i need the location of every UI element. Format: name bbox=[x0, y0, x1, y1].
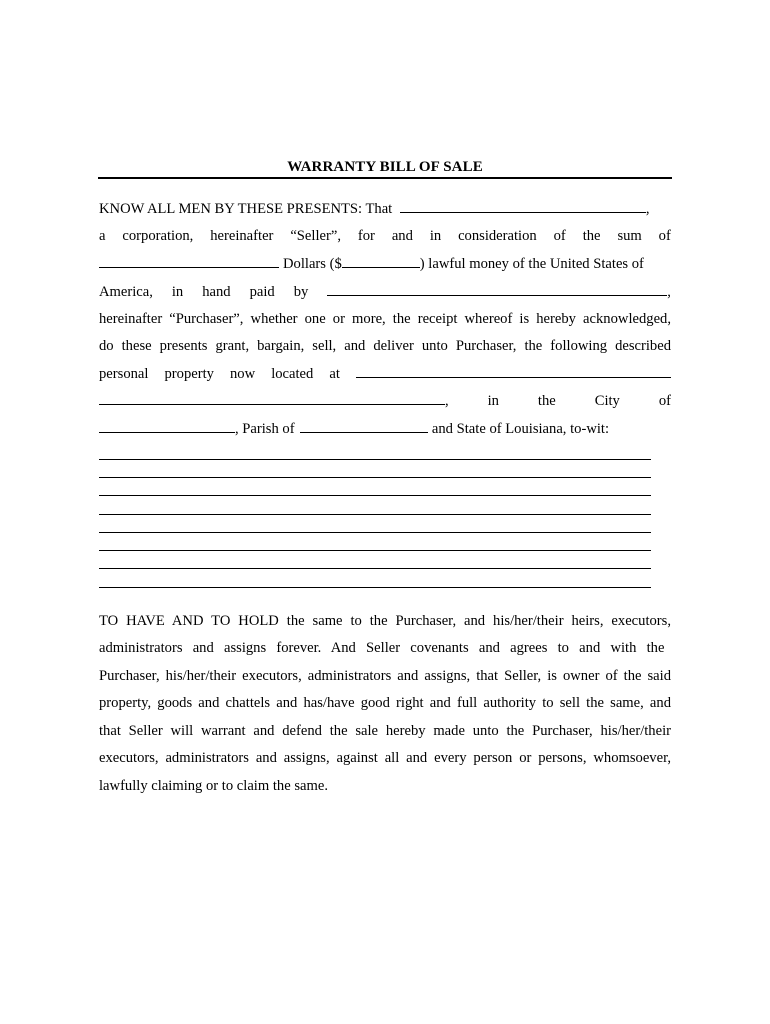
habendum-line-6: executors, administrators and assigns, against all and every person or persons, whomsoever, bbox=[99, 750, 671, 766]
habendum-line-2: administrators and assigns forever. And Seller covenants and agrees to and with the bbox=[99, 640, 665, 656]
purchaser-name-blank[interactable] bbox=[327, 282, 667, 296]
intro-line-7 bbox=[99, 364, 671, 384]
word: in bbox=[429, 228, 442, 244]
word: for bbox=[357, 228, 375, 244]
sum-amount-blank[interactable] bbox=[342, 254, 420, 268]
word: of bbox=[553, 228, 566, 244]
word: of bbox=[658, 228, 671, 244]
seller-name-blank[interactable] bbox=[400, 199, 646, 213]
description-line[interactable] bbox=[99, 568, 651, 569]
habendum-line-7: lawfully claiming or to claim the same. bbox=[99, 778, 328, 794]
word: now bbox=[230, 366, 256, 382]
word: the bbox=[537, 393, 556, 409]
description-line[interactable] bbox=[99, 477, 651, 478]
word: the bbox=[582, 228, 601, 244]
word: personal bbox=[99, 366, 149, 382]
punctuation: , bbox=[667, 284, 671, 300]
intro-line-6: do these presents grant, bargain, sell, and deliver unto Purchaser, the following described bbox=[99, 338, 671, 354]
city-blank[interactable] bbox=[99, 419, 235, 433]
word: corporation, bbox=[122, 228, 194, 244]
word: in bbox=[487, 393, 499, 409]
punctuation: , bbox=[645, 201, 650, 217]
intro-text: , Parish of bbox=[235, 421, 295, 437]
description-line[interactable] bbox=[99, 514, 651, 515]
description-line[interactable] bbox=[99, 550, 651, 551]
word: in bbox=[171, 284, 184, 300]
word: at bbox=[329, 366, 340, 382]
habendum-line-1: TO HAVE AND TO HOLD the same to the Purchaser, and his/her/their heirs, executors, bbox=[99, 613, 671, 629]
punctuation: , bbox=[445, 393, 449, 409]
word: hand bbox=[202, 284, 231, 300]
intro-line-3 bbox=[99, 254, 671, 274]
habendum-line-5: that Seller will warrant and defend the sale hereby made unto the Purchaser, his/her/their bbox=[99, 723, 671, 739]
intro-line-1 bbox=[99, 199, 671, 219]
intro-line-4 bbox=[99, 282, 671, 302]
word: City bbox=[594, 393, 620, 409]
description-line[interactable] bbox=[99, 587, 651, 588]
word: property bbox=[164, 366, 214, 382]
word: paid bbox=[249, 284, 275, 300]
intro-line-9 bbox=[99, 419, 671, 439]
word: sum bbox=[617, 228, 642, 244]
intro-text: Dollars ($ bbox=[283, 256, 342, 272]
intro-line-5: hereinafter “Purchaser”, whether one or more, the receipt whereof is hereby acknowledged, bbox=[99, 311, 671, 327]
document-title: WARRANTY BILL OF SALE bbox=[287, 159, 483, 175]
intro-line-8 bbox=[99, 391, 671, 411]
word: “Seller”, bbox=[290, 228, 341, 244]
intro-text: KNOW ALL MEN BY THESE PRESENTS: That bbox=[99, 201, 393, 217]
intro-text: ) lawful money of the United States of bbox=[419, 256, 644, 272]
intro-line-2 bbox=[99, 226, 671, 246]
word: hereinafter bbox=[210, 228, 274, 244]
word: by bbox=[293, 284, 309, 300]
description-line[interactable] bbox=[99, 532, 651, 533]
sum-words-blank[interactable] bbox=[99, 254, 279, 268]
word: located bbox=[271, 366, 314, 382]
description-line[interactable] bbox=[99, 495, 651, 496]
habendum-line-4: property, goods and chattels and has/have good right and full authority to sell the same, and bbox=[99, 695, 671, 711]
word: and bbox=[391, 228, 413, 244]
word: America, bbox=[99, 284, 153, 300]
word: consideration bbox=[458, 228, 537, 244]
description-line[interactable] bbox=[99, 459, 651, 460]
parish-blank[interactable] bbox=[300, 419, 428, 433]
location-continued-blank[interactable] bbox=[99, 391, 445, 405]
habendum-line-3: Purchaser, his/her/their executors, administrators and assigns, that Seller, is owner of the said bbox=[99, 668, 671, 684]
title-underline bbox=[98, 177, 672, 179]
word: of bbox=[658, 393, 671, 409]
word: a bbox=[99, 228, 106, 244]
location-blank[interactable] bbox=[356, 364, 671, 378]
intro-text: and State of Louisiana, to-wit: bbox=[431, 421, 610, 437]
